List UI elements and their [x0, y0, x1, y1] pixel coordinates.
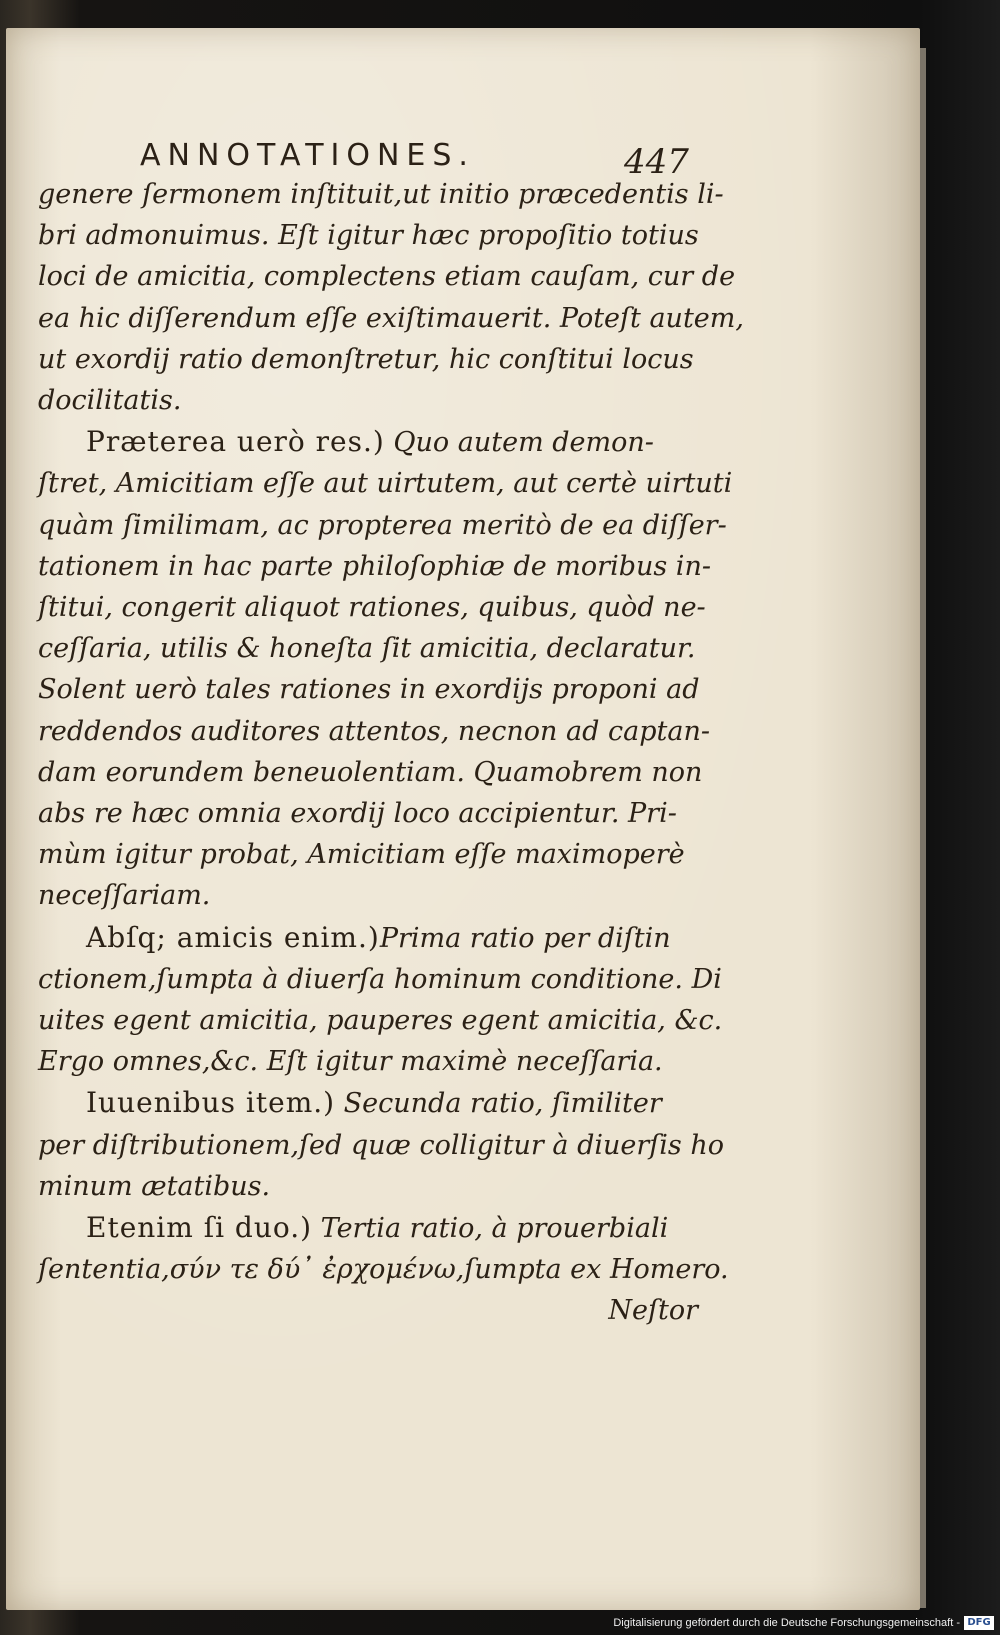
text-line: bri admonuimus. Eſt igitur hæc propoſitio totius	[38, 220, 699, 252]
text-line: neceſſariam.	[38, 880, 211, 912]
running-head: ANNOTATIONES.	[140, 138, 475, 173]
text-line: per diſtributionem,ſed quæ colligitur à diuerſis ho	[38, 1129, 725, 1161]
text-line: tationem in hac parte philoſophiæ de moribus in-	[38, 550, 711, 582]
text-line: ſtitui, congerit aliquot rationes, quibus, quòd ne-	[38, 592, 706, 624]
text-line: genere ſermonem inſtituit,ut initio præcedentis li-	[38, 179, 724, 210]
text-line: minum ætatibus.	[38, 1170, 271, 1202]
text-line: docilitatis.	[38, 385, 182, 417]
text-line: abs re hæc omnia exordij loco accipientur. Pri-	[38, 798, 677, 830]
text-line: reddendos auditores attentos, necnon ad captan-	[38, 715, 710, 747]
catchword: Neſtor	[608, 1295, 698, 1327]
text-line: ctionem,ſumpta à diuerſa hominum conditione. Di	[38, 963, 722, 995]
paragraph-start	[38, 1082, 698, 1124]
lemma: Præterea uerò res.)	[86, 425, 385, 459]
paragraph-start	[38, 917, 698, 959]
text-fragment: Tertia ratio, à prouerbiali	[312, 1213, 669, 1245]
text-line: ea hic diſſerendum eſſe exiſtimauerit. Poteſt autem,	[38, 302, 744, 334]
lemma: Etenim ſi duo.)	[86, 1211, 313, 1245]
paragraph-start	[38, 421, 698, 463]
paragraph-start	[38, 1207, 698, 1249]
text-line: ceſſaria, utilis & honeſta ſit amicitia, declaratur.	[38, 633, 696, 665]
text-line: ſtret, Amicitiam eſſe aut uirtutem, aut certè uirtuti	[38, 468, 733, 500]
text-line: loci de amicitia, complectens etiam cauſam, cur de	[38, 261, 736, 293]
lemma: Iuuenibus item.)	[86, 1086, 336, 1120]
text-line: mùm igitur probat, Amicitiam eſſe maximoperè	[38, 839, 685, 871]
funding-notice: Digitalisierung gefördert durch die Deutsche Forschungsgemeinschaft -	[613, 1617, 960, 1629]
body-text	[38, 174, 744, 1332]
text-line: Solent uerò tales rationes in exordijs proponi ad	[38, 674, 700, 706]
text-fragment: Quo autem demon-	[384, 427, 654, 459]
text-line: ut exordij ratio demonſtretur, hic conſtitui locus	[38, 343, 694, 375]
dfg-logo-icon: DFG	[964, 1616, 994, 1630]
lemma: Abſq; amicis enim.)	[86, 920, 380, 954]
text-fragment: Prima ratio per diſtin	[379, 922, 671, 954]
text-line: dam eorundem beneuolentiam. Quamobrem non	[38, 756, 703, 788]
page-number: 447	[624, 142, 689, 182]
text-line: Ergo omnes,&c. Eſt igitur maximè neceſſaria.	[38, 1046, 663, 1078]
text-line: ſententia,σύν τε δύ᾽ ἐρχομένω,ſumpta ex Homero.	[38, 1254, 729, 1286]
text-fragment: Secunda ratio, ſimiliter	[335, 1088, 662, 1120]
text-line: uites egent amicitia, pauperes egent amicitia, &c.	[38, 1005, 723, 1037]
text-line: quàm ſimilimam, ac propterea meritò de ea diſſer-	[38, 509, 727, 541]
digitization-footer	[604, 1614, 996, 1632]
